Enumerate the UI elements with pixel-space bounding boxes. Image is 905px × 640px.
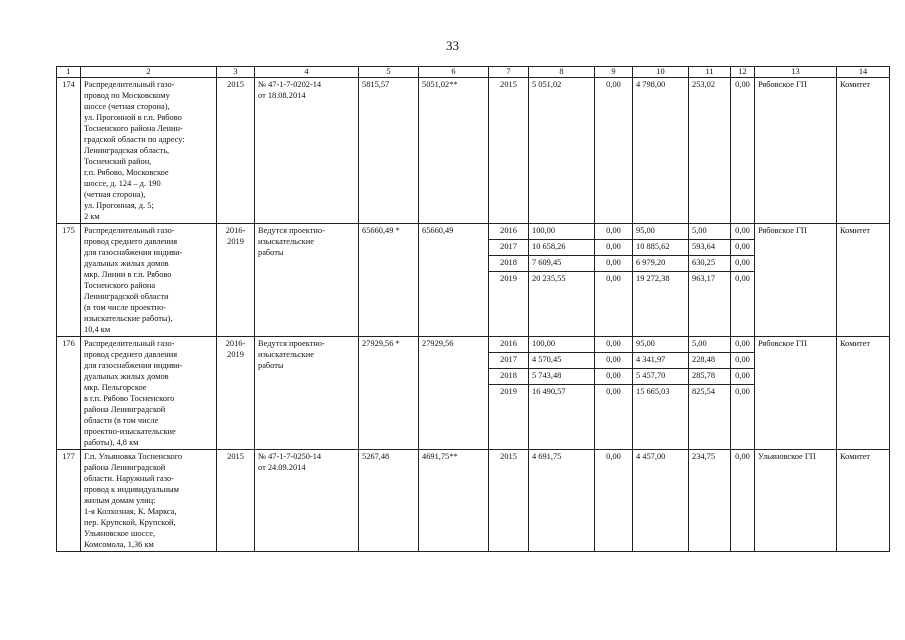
object-name: Г.п. Ульяновка Тосненского района Ленинградской области. Наружный газо- провод к индивидуальным жилым домам улиц: 1-я Колхозная, К. Маркса, пер. Крупской, Крупской, Ульяновское шоссе, Комсомола, 1,36 км <box>81 450 217 552</box>
funding-year: 2017 <box>489 353 529 369</box>
local-budget: 5,00 <box>689 337 731 353</box>
regional-budget: 4 341,97 <box>633 353 689 369</box>
permit-info: Ведутся проектно- изыскательские работы <box>255 337 359 450</box>
funding-total: 4 691,75 <box>529 450 595 552</box>
object-name: Распределительный газо- провод среднего давления для газоснабжения индиви- дуальных жилых домов мкр. Линии в г.п. Рябово Тосненского района Ленинградской области (в том числе проектно- изыскательские работы), 10,4 км <box>81 224 217 337</box>
other-sources: 0,00 <box>731 256 755 272</box>
estimated-cost: 27929,56 * <box>359 337 419 450</box>
column-header-11: 11 <box>689 67 731 78</box>
regional-budget: 10 885,62 <box>633 240 689 256</box>
column-header-9: 9 <box>595 67 633 78</box>
settlement-name: Ульяновское ГП <box>755 450 837 552</box>
regional-budget: 15 665,03 <box>633 385 689 450</box>
other-sources: 0,00 <box>731 240 755 256</box>
funding-year: 2018 <box>489 369 529 385</box>
funding-year: 2015 <box>489 78 529 224</box>
federal-budget: 0,00 <box>595 337 633 353</box>
responsible-body: Комитет <box>837 78 890 224</box>
row-number: 176 <box>57 337 81 450</box>
funding-total: 20 235,55 <box>529 272 595 337</box>
local-budget: 253,02 <box>689 78 731 224</box>
column-header-6: 6 <box>419 67 489 78</box>
funding-total: 4 570,45 <box>529 353 595 369</box>
regional-budget: 5 457,70 <box>633 369 689 385</box>
local-budget: 228,48 <box>689 353 731 369</box>
row-number: 175 <box>57 224 81 337</box>
other-sources: 0,00 <box>731 78 755 224</box>
federal-budget: 0,00 <box>595 240 633 256</box>
page-number: 33 <box>446 38 459 53</box>
permit-info: Ведутся проектно- изыскательские работы <box>255 224 359 337</box>
other-sources: 0,00 <box>731 369 755 385</box>
federal-budget: 0,00 <box>595 385 633 450</box>
implementation-years: 2015 <box>217 78 255 224</box>
regional-budget: 19 272,38 <box>633 272 689 337</box>
federal-budget: 0,00 <box>595 450 633 552</box>
local-budget: 630,25 <box>689 256 731 272</box>
column-header-14: 14 <box>837 67 890 78</box>
object-name: Распределительный газо- провод по Московскому шоссе (четная сторона), ул. Прогонной в г.п. Рябово Тосненского района Ленин- градской области по адресу: Ленинградская область, Тосненский район, г.п. Рябово, Московское шоссе, д. 124 – д. 190 (четная сторона), ул. Прогонная, д. 5; 2 км <box>81 78 217 224</box>
column-header-4: 4 <box>255 67 359 78</box>
other-sources: 0,00 <box>731 337 755 353</box>
permit-info: № 47-1-7-0202-14 от 18.08.2014 <box>255 78 359 224</box>
federal-budget: 0,00 <box>595 272 633 337</box>
responsible-body: Комитет <box>837 337 890 450</box>
column-header-12: 12 <box>731 67 755 78</box>
funding-total: 5 051,02 <box>529 78 595 224</box>
funding-year: 2015 <box>489 450 529 552</box>
responsible-body: Комитет <box>837 224 890 337</box>
federal-budget: 0,00 <box>595 369 633 385</box>
column-header-5: 5 <box>359 67 419 78</box>
funding-total: 100,00 <box>529 337 595 353</box>
funding-total: 10 658,26 <box>529 240 595 256</box>
funding-year: 2018 <box>489 256 529 272</box>
object-name: Распределительный газо- провод среднего давления для газоснабжения индиви- дуальных жилых домов мкр. Пельгорское в г.п. Рябово Тосненского района Ленинградской области (в том числе проектно-изыскательские работы), 4,8 км <box>81 337 217 450</box>
implementation-years: 2015 <box>217 450 255 552</box>
federal-budget: 0,00 <box>595 224 633 240</box>
regional-budget: 4 798,00 <box>633 78 689 224</box>
funding-total: 16 490,57 <box>529 385 595 450</box>
funding-total: 100,00 <box>529 224 595 240</box>
funding-cost: 5051,02** <box>419 78 489 224</box>
funding-cost: 65660,49 <box>419 224 489 337</box>
column-header-8: 8 <box>529 67 595 78</box>
regional-budget: 95,00 <box>633 224 689 240</box>
local-budget: 234,75 <box>689 450 731 552</box>
local-budget: 593,64 <box>689 240 731 256</box>
federal-budget: 0,00 <box>595 353 633 369</box>
row-number: 174 <box>57 78 81 224</box>
settlement-name: Рябовское ГП <box>755 337 837 450</box>
row-number: 177 <box>57 450 81 552</box>
regional-budget: 4 457,00 <box>633 450 689 552</box>
funding-year: 2016 <box>489 337 529 353</box>
table-row <box>57 337 890 353</box>
other-sources: 0,00 <box>731 224 755 240</box>
other-sources: 0,00 <box>731 353 755 369</box>
table-row <box>57 78 890 224</box>
column-header-row <box>57 67 890 78</box>
federal-budget: 0,00 <box>595 256 633 272</box>
other-sources: 0,00 <box>731 272 755 337</box>
other-sources: 0,00 <box>731 385 755 450</box>
column-header-13: 13 <box>755 67 837 78</box>
responsible-body: Комитет <box>837 450 890 552</box>
federal-budget: 0,00 <box>595 78 633 224</box>
implementation-years: 2016- 2019 <box>217 224 255 337</box>
estimated-cost: 5815,57 <box>359 78 419 224</box>
local-budget: 963,17 <box>689 272 731 337</box>
regional-budget: 6 979,20 <box>633 256 689 272</box>
funding-year: 2019 <box>489 272 529 337</box>
estimated-cost: 65660,49 * <box>359 224 419 337</box>
local-budget: 285,78 <box>689 369 731 385</box>
funding-year: 2019 <box>489 385 529 450</box>
funding-total: 7 609,45 <box>529 256 595 272</box>
local-budget: 825,54 <box>689 385 731 450</box>
implementation-years: 2016- 2019 <box>217 337 255 450</box>
local-budget: 5,00 <box>689 224 731 240</box>
column-header-2: 2 <box>81 67 217 78</box>
column-header-1: 1 <box>57 67 81 78</box>
funding-cost: 27929,56 <box>419 337 489 450</box>
funding-total: 5 743,48 <box>529 369 595 385</box>
other-sources: 0,00 <box>731 450 755 552</box>
settlement-name: Рябовское ГП <box>755 224 837 337</box>
table-row <box>57 224 890 240</box>
estimated-cost: 5267,48 <box>359 450 419 552</box>
settlement-name: Рябовское ГП <box>755 78 837 224</box>
funding-year: 2017 <box>489 240 529 256</box>
funding-year: 2016 <box>489 224 529 240</box>
column-header-3: 3 <box>217 67 255 78</box>
regional-budget: 95,00 <box>633 337 689 353</box>
funding-cost: 4691,75** <box>419 450 489 552</box>
permit-info: № 47-1-7-0250-14 от 24.09.2014 <box>255 450 359 552</box>
register-table <box>56 66 890 552</box>
column-header-10: 10 <box>633 67 689 78</box>
column-header-7: 7 <box>489 67 529 78</box>
table-row <box>57 450 890 552</box>
